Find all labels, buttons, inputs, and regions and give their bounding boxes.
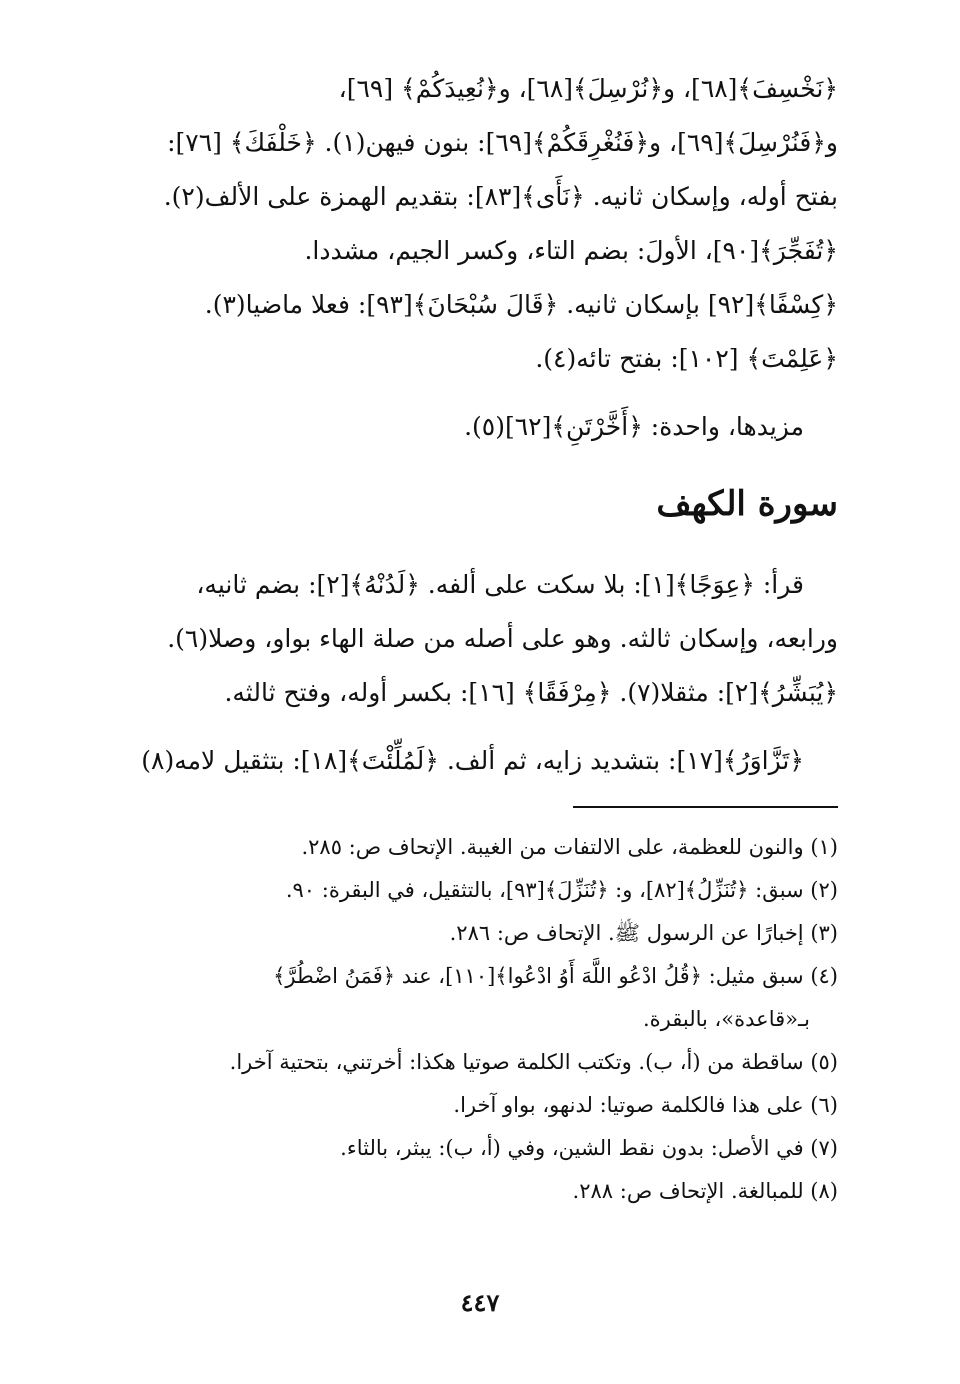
paragraph-gap [118,720,838,734]
main-text [118,62,838,788]
text-line: ﴿تَزَّاوَرُ﴾[١٧]: بتشديد زايه، ثم ألف. ﴿لَمُلِّئْتَ﴾[١٨]: بتثقيل لامه(٨) [141,746,804,775]
text-line: ﴿نَخْسِفَ﴾[٦٨]، و﴿نُرْسِلَ﴾[٦٨]، و﴿نُعِيدَكُمْ﴾ [٦٩]، [338,74,838,103]
text-line: ﴿تُفَجِّرَ﴾[٩٠]، الأولَ: بضم التاء، وكسر الجيم، مشددا. [304,236,838,265]
footnote: (٨) للمبالغة. الإتحاف ص: ٢٨٨. [572,1179,838,1203]
footnote: (١) والنون للعظمة، على الالتفات من الغيبة. الإتحاف ص: ٢٨٥. [301,835,838,859]
text-line: ﴿يُبَشِّرُ﴾[٢]: مثقلا(٧). ﴿مِرْفَقًا﴾ [١٦]: بكسر أوله، وفتح ثالثه. [224,678,838,707]
footnotes [118,826,838,1213]
footnote-separator [573,806,838,808]
footnote: (٥) ساقطة من (أ، ب). وتكتب الكلمة صوتيا هكذا: أخرتني، بتحتية آخرا. [229,1050,838,1074]
text-line: ﴿كِسْفًا﴾[٩٢] بإسكان ثانيه. ﴿قَالَ سُبْحَانَ﴾[٩٣]: فعلا ماضيا(٣). [204,290,838,319]
text-line: و﴿فَنُرْسِلَ﴾[٦٩]، و﴿فَنُغْرِقَكُمْ﴾[٦٩]: بنون فيهن(١). ﴿خَلْفَكَ﴾ [٧٦]: [167,128,838,157]
text-line: ورابعه، وإسكان ثالثه. وهو على أصله من صلة الهاء بواو، وصلا(٦). [167,624,838,653]
text-line: بفتح أوله، وإسكان ثانيه. ﴿نَأَى﴾[٨٣]: بتقديم الهمزة على الألف(٢). [163,182,838,211]
text-line: قرأ: ﴿عِوَجًا﴾[١]: بلا سكت على ألفه. ﴿لَدُنْهُ﴾[٢]: بضم ثانيه، [196,570,804,599]
footnote: (٣) إخبارًا عن الرسول ﷺ. الإتحاف ص: ٢٨٦. [449,921,838,945]
footnote: (٧) في الأصل: بدون نقط الشين، وفي (أ، ب): يبثر، بالثاء. [340,1136,838,1160]
footnote: (٦) على هذا فالكلمة صوتيا: لدنهو، بواو آخرا. [453,1093,838,1117]
paragraph-gap [118,386,838,400]
text-line: ﴿عَلِمْتَ﴾ [١٠٢]: بفتح تائه(٤). [535,344,838,373]
text-line: مزيدها، واحدة: ﴿أَخَّرْتَنِ﴾[٦٢](٥). [464,412,804,441]
footnote: (٢) سبق: ﴿تُنَزِّلُ﴾[٨٢]، و: ﴿تُنَزِّلَ﴾[٩٣]، بالتثقيل، في البقرة: ٩٠. [285,878,838,902]
footnote-continuation: بـ«قاعدة»، بالبقرة. [642,1007,810,1031]
page-number: ٤٤٧ [460,1288,500,1317]
footnote: (٤) سبق مثيل: ﴿قُلُ ادْعُو اللَّهَ أَوُ ادْعُوا﴾[١١٠]، عند ﴿فَمَنُ اضْطُرَّ﴾ [273,964,838,988]
surah-title: سورة الكهف [656,484,838,524]
